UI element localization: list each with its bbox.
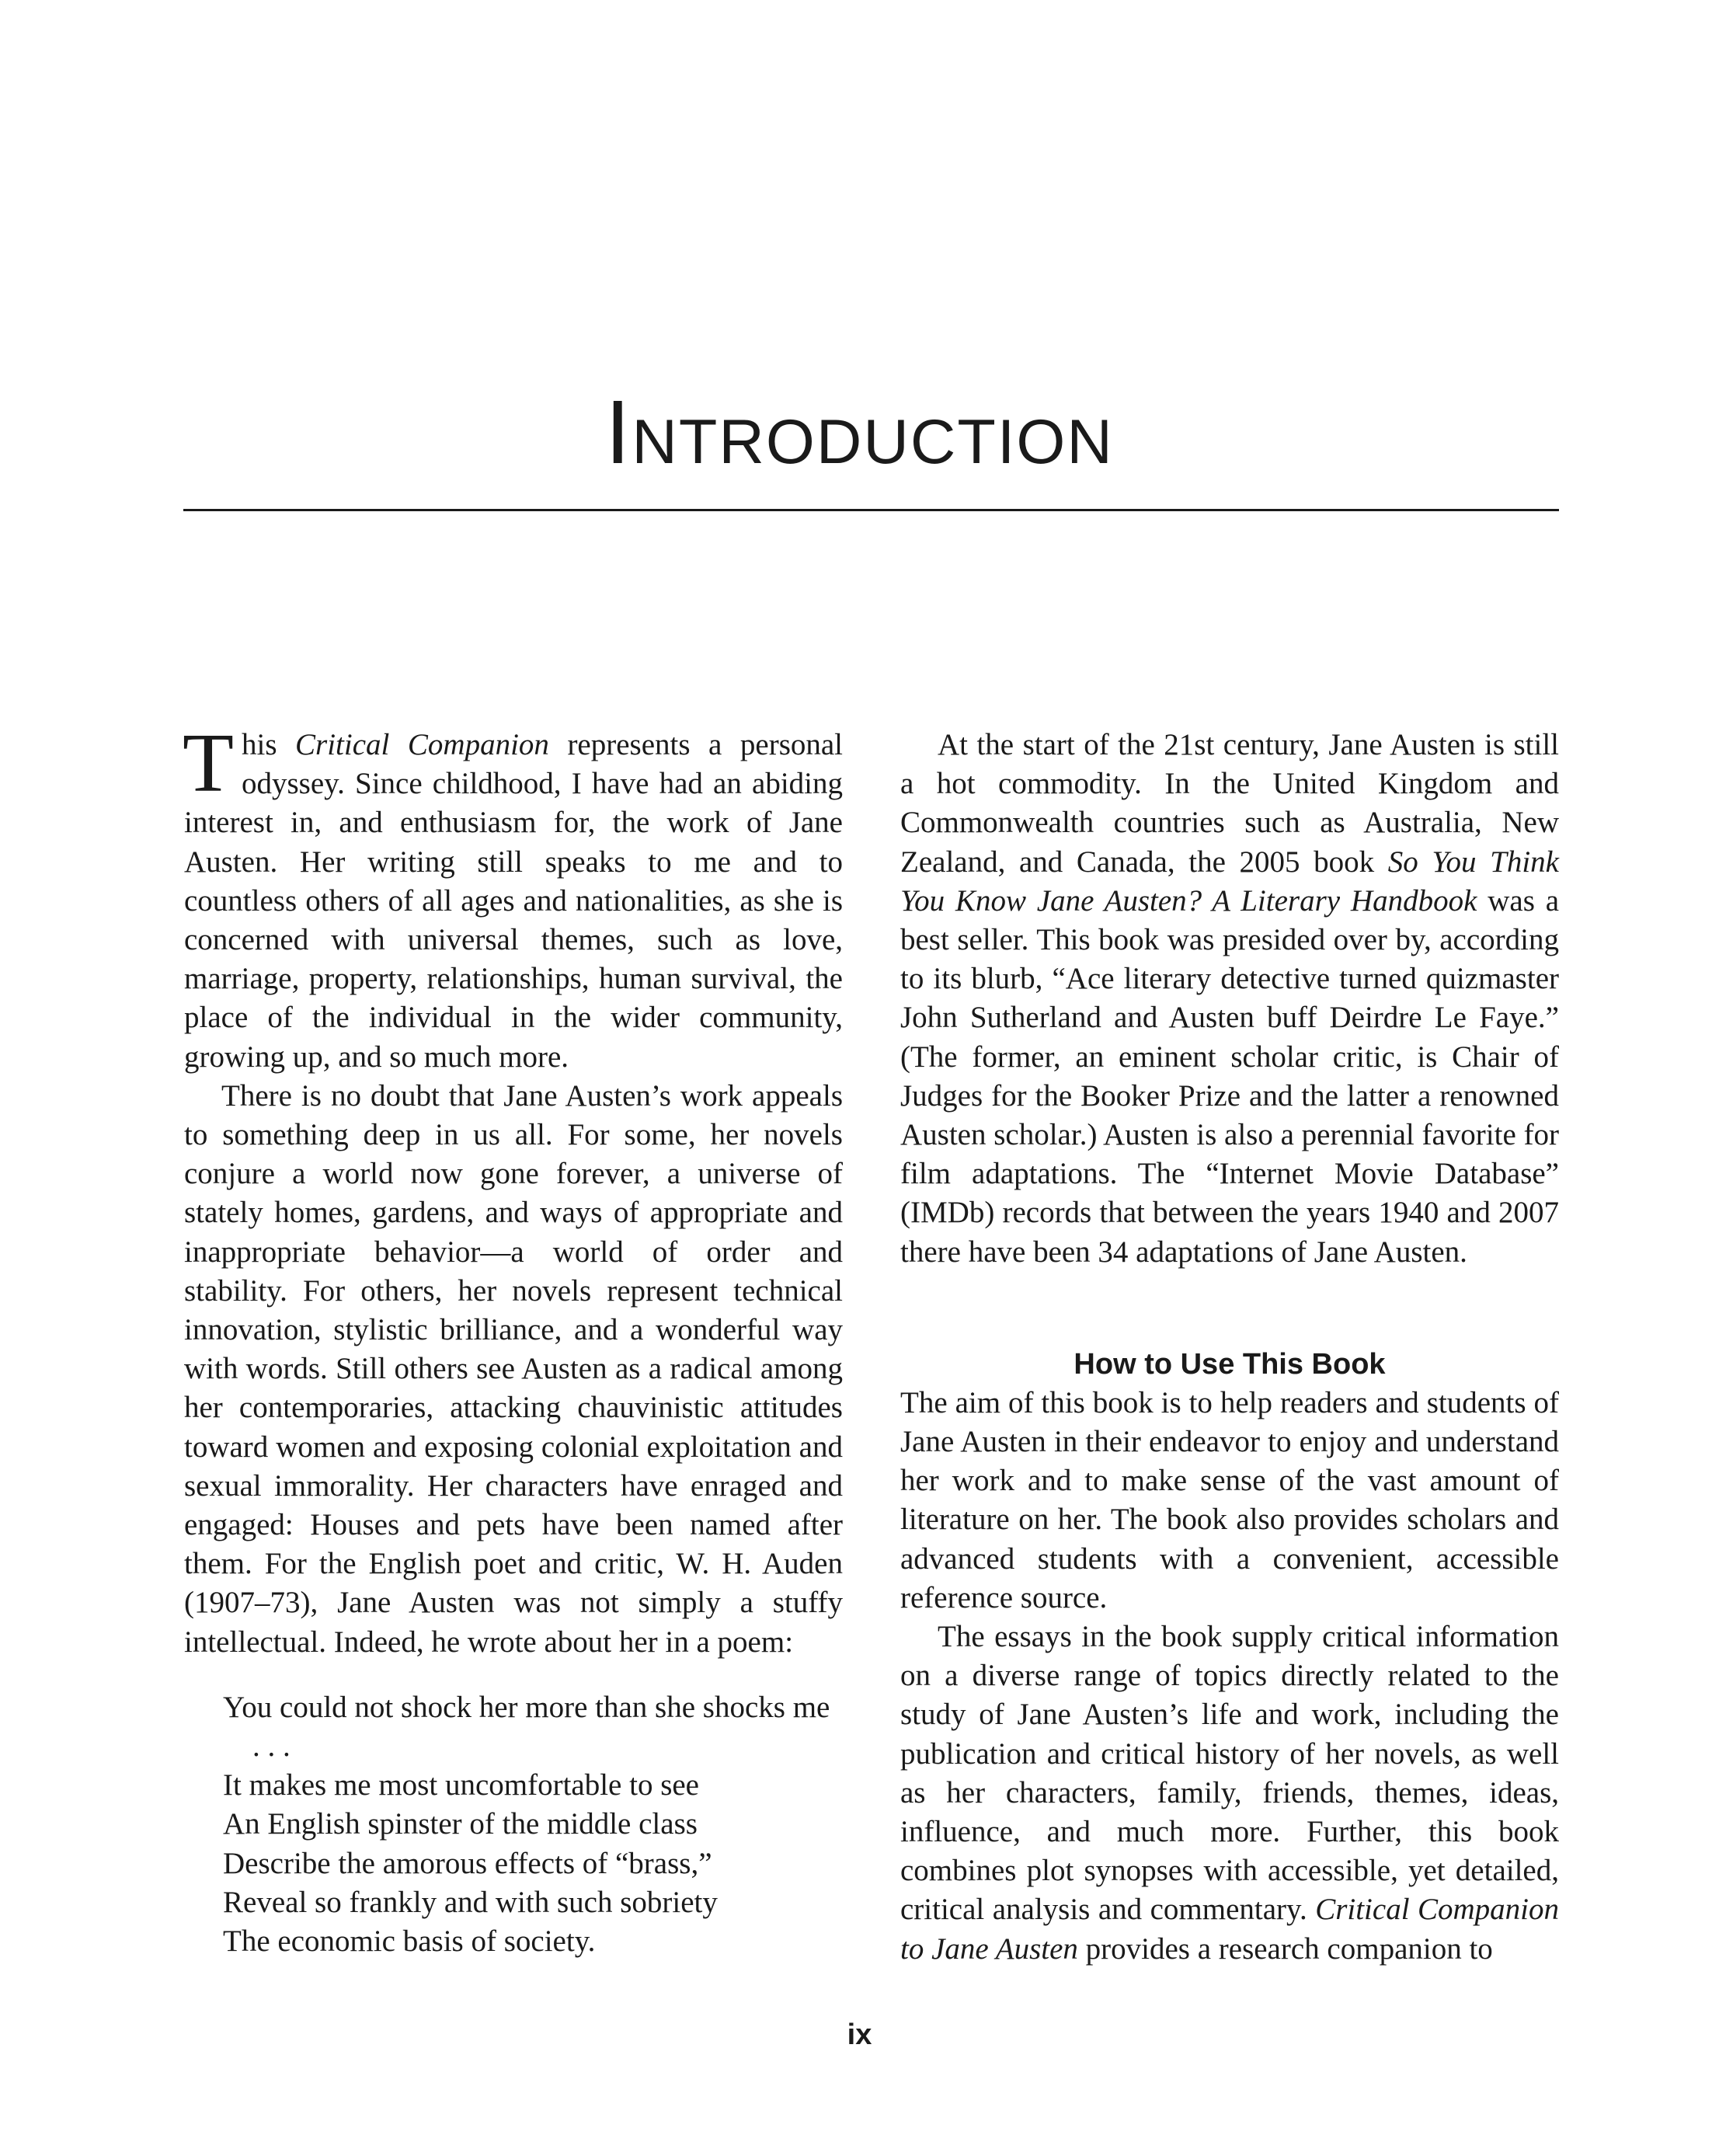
how-to-use-paragraph-1: The aim of this book is to help readers and students of Jane Austen in their endeavor to enjoy and understand her work and to make sense of the vast amount of literature on her. The book also provides scholars and advanced students with a convenient, accessible reference source. bbox=[900, 1385, 1559, 1614]
poem-line: Describe the amorous effects of “brass,” bbox=[223, 1846, 712, 1880]
how-to-use-paragraph-2 bbox=[900, 1618, 1559, 1969]
intro-paragraph-2: There is no doubt that Jane Austen’s work appeals to something deep in us all. For some, her novels conjure a world now gone forever, a universe of stately homes, gardens, and ways of appropriate and inappropriate behavior—a world of order and stability. For others, her novels represent technical innovation, stylistic brilliance, and a wonderful way with words. Still others see Austen as a radical among her contemporaries, attacking chauvinistic attitudes toward women and exposing colonial exploitation and sexual immorality. Her characters have enraged and engaged: Houses and pets have been named after them. For the English poet and critic, W. H. Auden (1907–73), Jane Austen was not simply a stuffy intellectual. Indeed, he wrote about her in a poem: bbox=[184, 1078, 843, 1659]
poem-line: Reveal so frankly and with such sobriety bbox=[223, 1885, 718, 1919]
poem-line: You could not shock her more than she shocks me . . . bbox=[223, 1690, 830, 1764]
section-heading: How to Use This Book bbox=[1074, 1347, 1386, 1381]
title-divider bbox=[183, 509, 1559, 511]
intro-paragraph-1 bbox=[183, 717, 844, 1077]
how-to-use-paragraph-2-text-c: provides a research companion to bbox=[1077, 1931, 1493, 1966]
intro-paragraph-3 bbox=[900, 726, 1559, 1272]
handbook-title-italic: So You Think You Know Jane Austen? A Literary Handbook bbox=[900, 845, 1559, 918]
intro-paragraph-3-text-c: was a best seller. This book was presided over by, according to its blurb, “Ace literary detective turned quizmaster John Sutherland and Austen buff Deirdre Le Faye.” (The former, an eminent scholar critic, is Chair of Judges for the Booker Prize and the latter a renowned Austen scholar.) Austen is also a perennial favorite for film adaptations. The “Internet Movie Database” (IMDb) records that between the years 1940 and 2007 there have been 34 adaptations of Jane Austen. bbox=[900, 883, 1560, 1269]
poem-line: It makes me most uncomfortable to see bbox=[223, 1768, 699, 1802]
intro-paragraph-1-text-a: his bbox=[241, 728, 296, 761]
book-title-italic: Critical Companion bbox=[295, 728, 549, 761]
left-column bbox=[183, 717, 844, 1961]
how-to-use-paragraph-2-text-a: The essays in the book supply critical information on a diverse range of topics directly related to the study of Jane Austen’s life and work, including the publication and critical history of her novels, as well as her characters, family, friends, themes, ideas, influence, and much more. Further, this book combines plot synopses with accessible, yet detailed, critical analysis and commentary. bbox=[900, 1620, 1559, 1927]
poem-line: The economic basis of society. bbox=[223, 1924, 596, 1959]
drop-cap: T bbox=[183, 717, 234, 810]
poem-line: An English spinster of the middle class bbox=[223, 1807, 698, 1841]
page-title-text: Introduction bbox=[605, 381, 1114, 482]
right-column bbox=[900, 726, 1559, 1969]
page-number: ix bbox=[847, 2018, 872, 2051]
intro-paragraph-3-text-a: At the start of the 21st century, Jane Austen is still a hot commodity. In the United Kingdom and Commonwealth countries such as Australia, New Zealand, and Canada, the 2005 book bbox=[900, 728, 1559, 879]
page-title bbox=[0, 381, 1719, 482]
companion-title-italic: Critical Companion to Jane Austen bbox=[900, 1893, 1559, 1966]
auden-poem-quote bbox=[223, 1688, 843, 1961]
intro-paragraph-1-text-c: represents a personal odyssey. Since childhood, I have had an abiding interest in, and enthusiasm for, the work of Jane Austen. Her writing still speaks to me and to countless others of all ages and nationalities, as she is concerned with universal themes, such as love, marriage, property, relationships, human survival, the place of the individual in the wider community, growing up, and so much more. bbox=[184, 728, 844, 1074]
